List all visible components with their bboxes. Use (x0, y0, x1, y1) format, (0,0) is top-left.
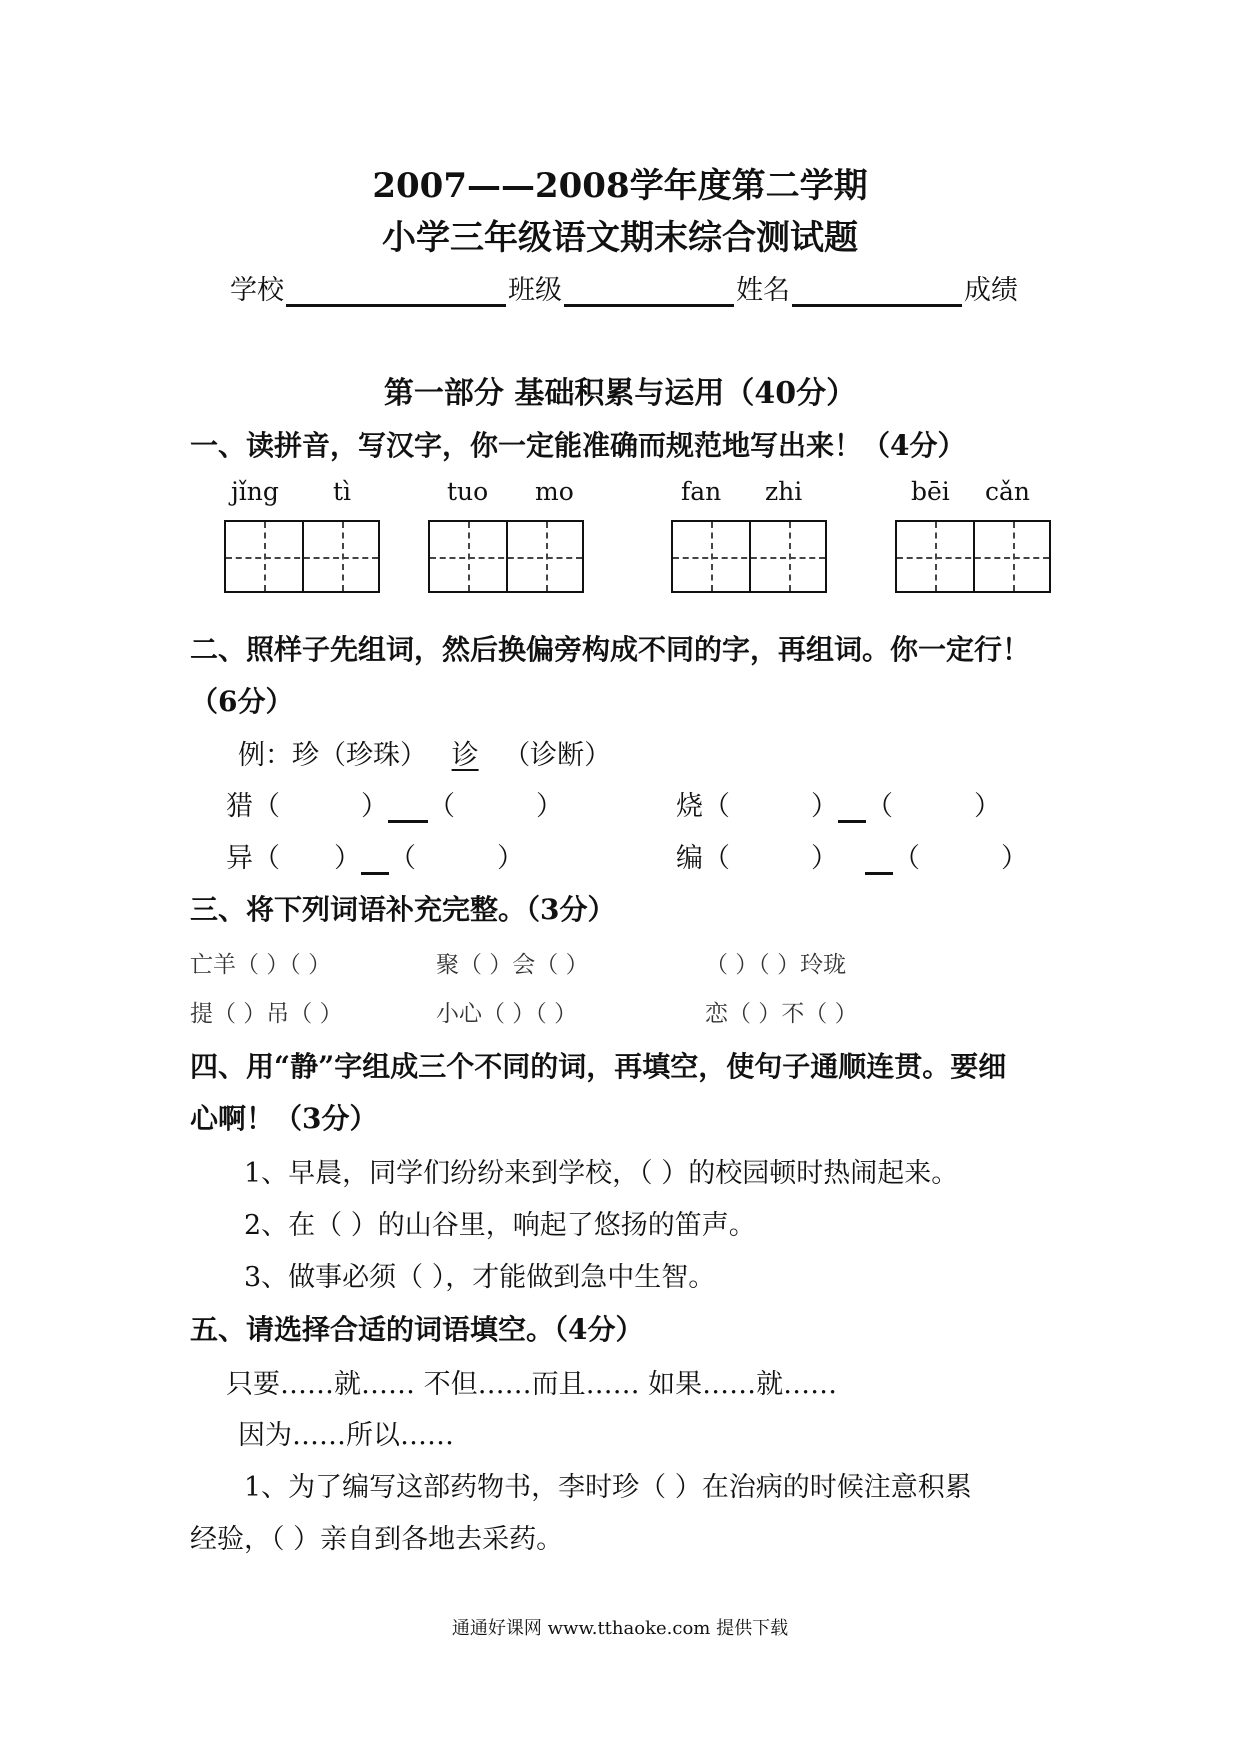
q2-heading-cont: （6分） (190, 685, 294, 718)
exam-title-line1: 2007——2008学年度第二学期 (372, 166, 868, 206)
q2-example-prefix: 例：珍（珍珠） (238, 740, 427, 771)
footer-credit: 通通好课网 www.tthaoke.com 提供下载 (451, 1618, 789, 1639)
q2-example-char: 诊 (451, 740, 479, 771)
name-blank[interactable] (792, 274, 962, 307)
q3-item-5: 小心（ ）（ ） (436, 1001, 578, 1027)
part1-heading: 第一部分 基础积累与运用（40分） (383, 376, 857, 411)
q2-row1-left-char: 猎 (226, 791, 253, 822)
tian-grid-2[interactable] (428, 520, 584, 593)
q4-heading: 四、用“静”字组成三个不同的词，再填空，使句子通顺连贯。要细 (190, 1050, 1007, 1083)
q4-sentence-1: 1、早晨，同学们纷纷来到学校，（ ）的校园顿时热闹起来。 (244, 1158, 959, 1189)
q3-item-6: 恋（ ）不（ ） (705, 1001, 858, 1027)
q2-example (238, 733, 611, 772)
q2-row1-right: 烧（ ） （ ） (676, 791, 1001, 822)
pinyin-3: tuo (447, 477, 489, 506)
q2-row1-right-blank[interactable] (838, 792, 866, 823)
q3-item-4: 提（ ）吊（ ） (190, 1001, 343, 1027)
q2-row1-left-blank[interactable] (388, 792, 428, 823)
q3-item-1: 亡羊（ ）（ ） (190, 952, 332, 978)
pinyin-5: fan (681, 477, 722, 506)
class-blank[interactable] (564, 274, 734, 307)
q5-sentence-1: 1、为了编写这部药物书，李时珍（ ）在治病的时候注意积累 (244, 1472, 972, 1503)
q3-heading: 三、将下列词语补充完整。（3分） (190, 893, 616, 926)
q2-row2-left: 异（ ） （ ） (226, 843, 524, 874)
pinyin-4: mo (535, 477, 574, 506)
name-label: 姓名 (736, 275, 790, 306)
q2-row2-left-char: 异 (226, 843, 253, 874)
q3-item-3: （ ）（ ）玲珑 (705, 952, 847, 978)
q2-example-suffix: （诊断） (503, 740, 612, 771)
q5-options-line2: 因为……所以…… (238, 1420, 454, 1451)
q4-sentence-2: 2、在（ ）的山谷里，响起了悠扬的笛声。 (244, 1210, 756, 1241)
q2-row2-right: 编（ ） （ ） (676, 843, 1028, 874)
pinyin-8: cǎn (985, 477, 1031, 506)
header-fields (230, 268, 1018, 307)
q2-row2-right-blank[interactable] (865, 844, 893, 875)
pinyin-7: bēi (911, 477, 950, 506)
q2-heading: 二、照样子先组词，然后换偏旁构成不同的字，再组词。你一定行！ (190, 633, 1031, 666)
q5-options-line1: 只要……就…… 不但……而且…… 如果……就…… (226, 1369, 838, 1400)
school-blank[interactable] (286, 274, 506, 307)
q1-heading: 一、读拼音，写汉字，你一定能准确而规范地写出来！（4分） (190, 429, 966, 462)
pinyin-6: zhi (765, 477, 803, 506)
q2-row2-left-blank[interactable] (361, 844, 389, 875)
q5-heading: 五、请选择合适的词语填空。（4分） (190, 1313, 644, 1346)
pinyin-1: jǐng (231, 477, 279, 506)
school-label: 学校 (230, 275, 284, 306)
exam-title-line2: 小学三年级语文期末综合测试题 (382, 218, 858, 258)
q5-sentence-1-cont: 经验，（ ）亲自到各地去采药。 (190, 1524, 564, 1555)
class-label: 班级 (508, 275, 562, 306)
tian-grid-1[interactable] (224, 520, 380, 593)
q2-row1-left: 猎（ ） （ ） (226, 791, 563, 822)
q4-sentence-3: 3、做事必须（ ），才能做到急中生智。 (244, 1262, 716, 1293)
q2-row1-right-char: 烧 (676, 791, 703, 822)
q3-item-2: 聚（ ）会（ ） (436, 952, 589, 978)
score-label: 成绩 (964, 275, 1018, 306)
q4-heading-cont: 心啊！（3分） (190, 1102, 378, 1135)
pinyin-2: tì (333, 477, 352, 506)
q2-row2-right-char: 编 (676, 843, 703, 874)
tian-grid-3[interactable] (671, 520, 827, 593)
tian-grid-4[interactable] (895, 520, 1051, 593)
